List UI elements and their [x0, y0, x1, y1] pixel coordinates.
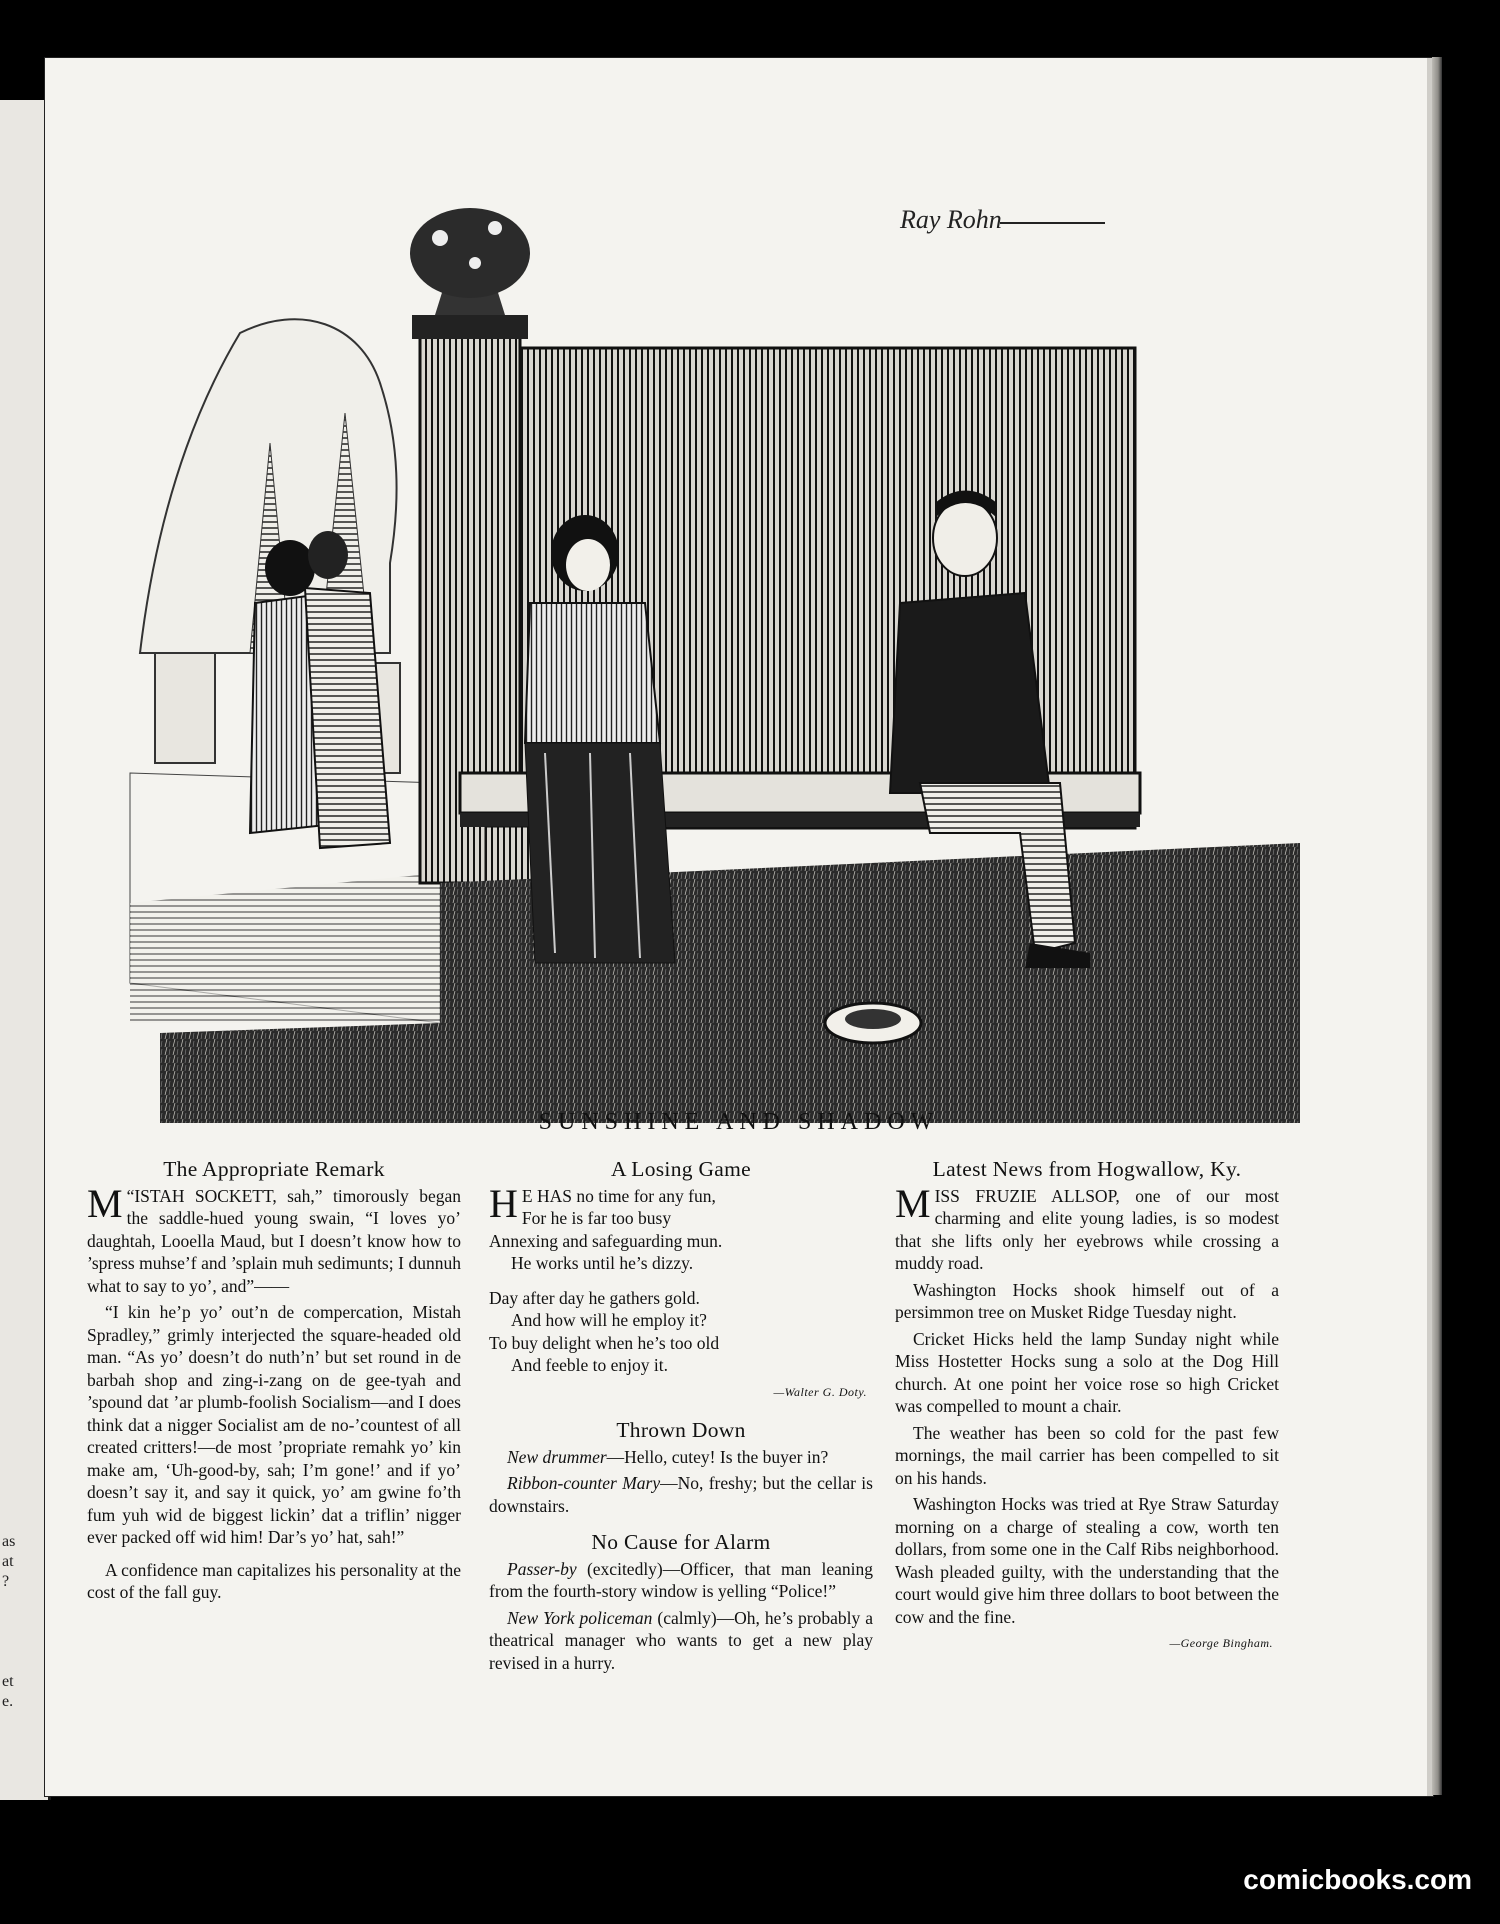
article-paragraph: New drummer—Hello, cutey! Is the buyer in?: [507, 1446, 829, 1467]
page-edge-shadow: [1432, 57, 1442, 1795]
poem-stanza: Day after day he gathers gold. And how will he employ it? To buy delight when he’s too old And feeble to enjoy it.: [489, 1287, 720, 1375]
column-3: [895, 1158, 1279, 1671]
article-paragraph: The weather has been so cold for the past few mornings, the mail carrier has been compelled to sit on his hands.: [895, 1422, 1279, 1488]
poem-stanza: H E HAS no time for any fun, For he is far too busy Annexing and safeguarding mun. He works until he’s dizzy.: [489, 1180, 723, 1273]
article-paragraph: New York policeman (calmly)—Oh, he’s probably a theatrical manager who wants to get a new play revised in a hurry.: [489, 1607, 873, 1673]
article-paragraph: Washington Hocks shook himself out of a persimmon tree on Musket Ridge Tuesday night.: [895, 1279, 1279, 1322]
column-1: [87, 1158, 461, 1608]
magazine-page: [44, 57, 1434, 1797]
article-title-latest-news-hogwallow: Latest News from Hogwallow, Ky.: [932, 1157, 1242, 1181]
site-watermark: comicbooks.com: [1243, 1864, 1472, 1895]
drop-cap: M: [87, 1180, 123, 1226]
column-2: [489, 1158, 873, 1678]
flower-urn: [410, 208, 530, 315]
left-page-fragment: et: [2, 1673, 14, 1690]
article-title-appropriate-remark: The Appropriate Remark: [163, 1157, 385, 1181]
drop-cap: M: [895, 1180, 931, 1226]
artist-signature: Ray Rohn: [900, 205, 1002, 234]
article-paragraph: Cricket Hicks held the lamp Sunday night while Miss Hostetter Hocks sung a solo at the Dog Hill church. At one point her voice rose so high Cricket was compelled to mount a chair.: [895, 1328, 1279, 1416]
left-page-fragment: ?: [2, 1573, 10, 1590]
article-title-no-cause-for-alarm: No Cause for Alarm: [591, 1530, 771, 1554]
article-paragraph: “ M ISTAH SOCKETT, sah,” timorously began the saddle-hued young swain, “I loves yo’ daughtah, Looella Maud, but I doesn’t know how to ’spress muhse’f and ’splain muh sedimunts; I dunnuh what to say to yo’, and”——: [87, 1180, 461, 1296]
author-signature: —Walter G. Doty.: [773, 1384, 867, 1399]
sunshine-and-shadow-illustration: [100, 183, 1335, 1153]
article-paragraph: MISS FRUZIE ALLSOP, one of our most charming and elite young ladies, is so modest that she lifts only her eyebrows while crossing a muddy road.: [895, 1180, 1279, 1273]
article-title-thrown-down: Thrown Down: [616, 1418, 746, 1442]
drop-cap: H: [489, 1180, 518, 1226]
article-paragraph: Passer-by (excitedly)—Officer, that man leaning from the fourth-story window is yelling “Police!”: [489, 1558, 873, 1601]
author-signature: —George Bingham.: [1169, 1636, 1273, 1650]
article-title-losing-game: A Losing Game: [610, 1157, 752, 1181]
left-page-fragment: as: [2, 1533, 16, 1550]
article-paragraph: “I kin he’p yo’ out’n de compercation, Mistah Spradley,” grimly interjected the square-headed old man. “As yo’ doesn’t do nuth’n’ but set round in de barbah shop and zing-i-zang on de gee-tyah and ’spound dat ’ar plumb-foolish Socialism—and I does think dat a nigger Socialist am de no-’countest of all created critters!—de most ’propriate remahk yo’ kin make am, ‘Uh-good-by, sah; I’m gone!’ and if yo’ doesn’t say it, and say it quick, yo’ am gwine fo’th fum yuh wid de biggest lickin’ dat a triflin’ nigger ever packed off wid him! Dar’s yo’ hat, sah!”: [87, 1302, 461, 1547]
article-paragraph: A confidence man capitalizes his personality at the cost of the fall guy.: [87, 1559, 461, 1602]
left-page-fragment: at: [2, 1553, 14, 1570]
left-page-fragment: e.: [2, 1693, 14, 1710]
article-paragraph: Ribbon-counter Mary—No, freshy; but the cellar is downstairs.: [489, 1473, 873, 1516]
article-paragraph: Washington Hocks was tried at Rye Straw Saturday morning on a charge of stealing a cow, worth ten dollars, from some one in the Calf Ribs neighborhood. Wash pleaded guilty, with the understanding that the court would give him three dollars to boot between the cow and the fine.: [895, 1494, 1279, 1627]
illustration-caption: SUNSHINE AND SHADOW: [538, 1109, 940, 1135]
